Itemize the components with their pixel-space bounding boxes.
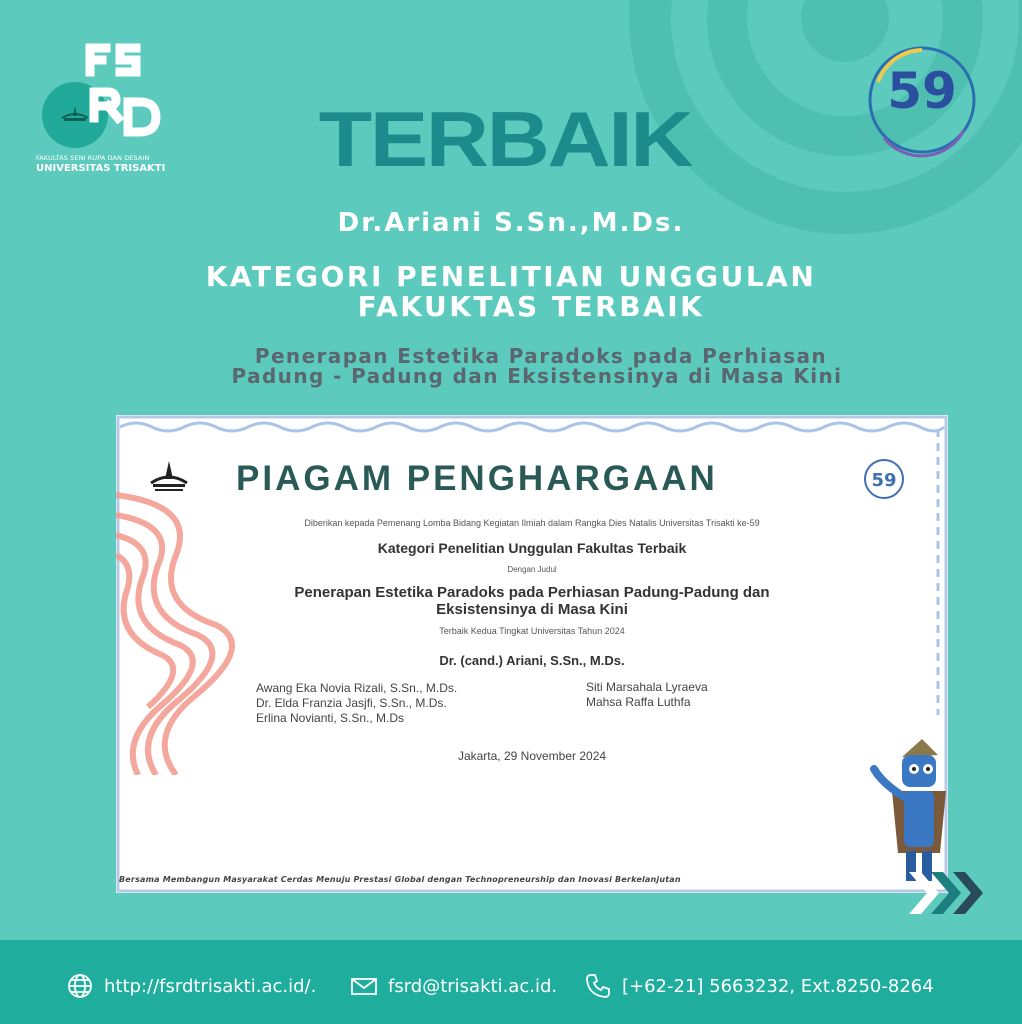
- footer-email[interactable]: [350, 972, 557, 1000]
- phone-icon: [584, 972, 612, 1000]
- logo-caption-faculty: FAKULTAS SENI RUPA DAN DESAIN: [36, 154, 150, 162]
- with-title-label: Dengan Judul: [507, 565, 557, 574]
- given-to-text: Diberikan kepada Pemenang Lomba Bidang Kegiatan Ilmiah dalam Rangka Dies Natalis Universitas Trisakti ke-59: [304, 518, 760, 528]
- certificate: [116, 415, 948, 893]
- footer-contact-bar: [0, 940, 1022, 1024]
- trisakti-emblem-icon: [147, 459, 191, 495]
- member-left-3: Erlina Novianti, S.Sn., M.Ds: [256, 711, 405, 725]
- footer-phone[interactable]: [584, 972, 934, 1000]
- logo-caption-university: UNIVERSITAS TRISAKTI: [36, 163, 166, 174]
- ranking-text: Terbaik Kedua Tingkat Universitas Tahun 2024: [439, 626, 625, 636]
- certificate-badge-number: 59: [871, 470, 897, 491]
- member-right-1: Siti Marsahala Lyraeva: [586, 680, 708, 694]
- category-line-1: KATEGORI PENELITIAN UNGGULAN: [205, 260, 817, 293]
- email-link[interactable]: fsrd@trisakti.ac.id.: [388, 975, 558, 997]
- research-title-line-1: Penerapan Estetika Paradoks pada Perhiasan: [254, 344, 828, 368]
- footer-website[interactable]: [66, 972, 316, 1000]
- category-line-2: FAKUKTAS TERBAIK: [357, 290, 705, 323]
- research-title-line-2: Padung - Padung dan Eksistensinya di Masa Kini: [231, 364, 843, 388]
- chevron-right-icon: [905, 868, 985, 918]
- headline-main: TERBAIK: [318, 95, 692, 183]
- certificate-date: Jakarta, 29 November 2024: [457, 749, 607, 763]
- anniversary-number: 59: [887, 62, 957, 120]
- member-left-2: Dr. Elda Franzia Jasjfi, S.Sn., M.Ds.: [256, 696, 447, 710]
- anniversary-59-icon: [858, 457, 910, 501]
- certificate-tagline: Bersama Membangun Masyarakat Cerdas Menuju Prestasi Global dengan Technopreneurship dan Inovasi Berkelanjutan: [119, 875, 681, 884]
- phone-number[interactable]: [+62-21] 5663232, Ext.8250-8264: [622, 975, 934, 997]
- certificate-title: PIAGAM PENGHARGAAN: [236, 459, 718, 498]
- mail-icon: [350, 972, 378, 1000]
- certificate-category: Kategori Penelitian Unggulan Fakultas Terbaik: [377, 540, 687, 556]
- member-left-1: Awang Eka Novia Rizali, S.Sn., M.Ds.: [256, 681, 458, 695]
- awardee-name: Dr.Ariani S.Sn.,M.Ds.: [337, 208, 685, 238]
- certificate-research-line-1: Penerapan Estetika Paradoks pada Perhiasan Padung-Padung dan: [294, 584, 770, 601]
- website-link[interactable]: http://fsrdtrisakti.ac.id/.: [104, 975, 317, 997]
- member-right-2: Mahsa Raffa Luthfa: [586, 695, 691, 709]
- lead-author: Dr. (cand.) Ariani, S.Sn., M.Ds.: [439, 653, 625, 668]
- certificate-research-line-2: Eksistensinya di Masa Kini: [436, 601, 628, 618]
- globe-icon: [66, 972, 94, 1000]
